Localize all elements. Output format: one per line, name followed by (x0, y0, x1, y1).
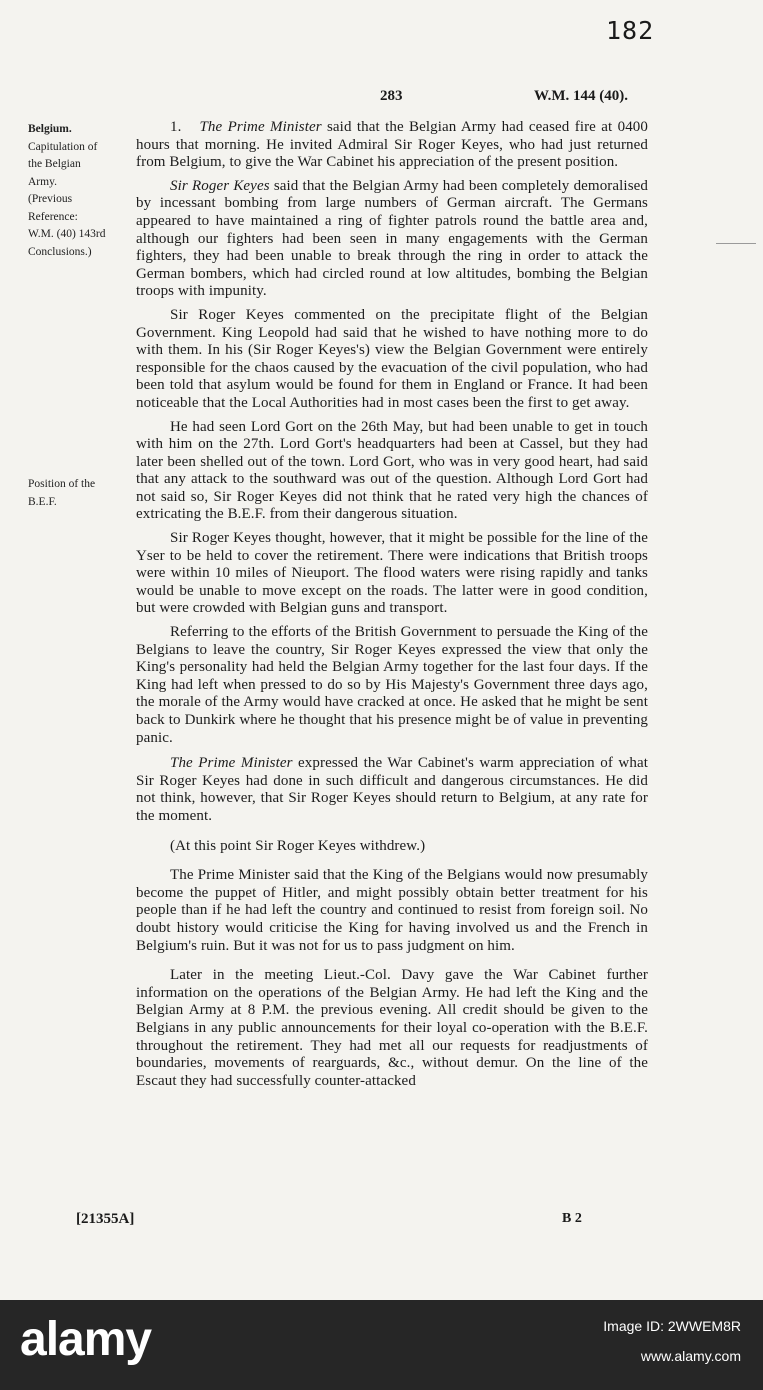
page-number: 283 (380, 88, 403, 104)
margin-note-line: Reference: (28, 210, 78, 223)
watermark-image-id: Image ID: 2WWEM8R (603, 1318, 741, 1334)
paragraph (136, 119, 648, 172)
speaker: The Prime Minister (199, 119, 322, 135)
document-reference: W.M. 144 (40). (534, 88, 629, 104)
paragraph: (At this point Sir Roger Keyes withdrew.) (170, 837, 426, 854)
paragraph: Later in the meeting Lieut.-Col. Davy gave the War Cabinet further information on the operations of the Belgian Army. He had left the King and the Belgian Army at 8 P.M. the previous evening. All credit should be given to the Belgians in any public announcements for their loyal co-operation with the B.E.F. throughout the retirement. They had met all our requests for readjustments of boundaries, movements of rearguards, &c., without demur. On the line of the Escaut they had successfully counter-attacked (136, 967, 648, 1089)
margin-note-line: W.M. (40) 143rd (28, 228, 106, 240)
paragraph-text: expressed the War Cabinet's warm appreciation of what Sir Roger Keyes had done in such difficult and dangerous circumstances. He did not think, however, that Sir Roger Keyes should return to Belgium, at any rate for the moment. (136, 755, 648, 824)
margin-note-line: the Belgian (28, 158, 81, 170)
margin-note-line: Position of the (28, 478, 96, 490)
margin-note-line: Army. (28, 175, 57, 188)
margin-note-line: Conclusions.) (28, 245, 92, 258)
paragraph: Sir Roger Keyes thought, however, that it might be possible for the line of the Yser to be held to cover the retirement. There were indications that British troops were within 10 miles of Nieuport. The flood waters were rising rapidly and tanks would be unable to move except on the roads. The latter were in good condition, but were crowded with Belgian guns and transport. (136, 530, 648, 617)
margin-note-line: (Previous (28, 193, 73, 205)
paragraph (136, 178, 648, 301)
watermark-bar (0, 1300, 763, 1390)
paragraph-text: said that the Belgian Army had been completely demoralised by incessant bombing from large numbers of German aircraft. The Germans appeared to have maintained a ring of fighter patrols round the battle area and, although our fighters had been seen in many engagements with the German fighters, they had been unable to break through the ring in order to attack the German bombers, which had circled round at low altitudes, bombing the Belgian troops with impunity. (136, 177, 648, 300)
item-number: 1. (170, 119, 182, 135)
paragraph: Referring to the efforts of the British Government to persuade the King of the Belgians to leave the country, Sir Roger Keyes expressed the view that only the King's personality had held the Belgian Army together for the last four days. If the King had left when pressed to do so by His Majesty's Government three days ago, the morale of the Army would have cracked at once. He asked that he might be sent back to Dunkirk where he thought that his presence might be of value in preventing panic. (136, 624, 648, 746)
watermark-url: www.alamy.com (640, 1348, 741, 1364)
footer-signature: B 2 (562, 1211, 582, 1226)
watermark-logo: alamy (20, 1313, 152, 1366)
document-body (136, 119, 648, 1096)
margin-mark (716, 243, 756, 244)
margin-note-bef (28, 476, 136, 511)
paragraph-text: said that the Belgian Army had ceased fire at 0400 hours that morning. He invited Admiral Sir Roger Keyes, who had just returned from Belgium, to give the War Cabinet his appreciation of the present position. (136, 119, 648, 171)
speaker: Sir Roger Keyes (170, 177, 270, 194)
paragraph: The Prime Minister said that the King of the Belgians would now presumably become the puppet of Hitler, and might possibly obtain better treatment for his people than if he had left the country and continued to resist from foreign soil. No doubt history would criticise the King for having involved us and the French in Belgium's ruin. But it was not for us to pass judgment on him. (136, 867, 648, 954)
paragraph: He had seen Lord Gort on the 26th May, but had been unable to get in touch with him on the 27th. Lord Gort's headquarters had been at Cassel, but they had later been shelled out of the town. Lord Gort, who was in very good heart, had said that any attack to the southward was out of the question. Although Lord Gort had not said so, Sir Roger Keyes did not think that he rated very high the chances of extricating the B.E.F. from their dangerous situation. (136, 418, 648, 523)
paragraph: Sir Roger Keyes commented on the precipitate flight of the Belgian Government. King Leopold had said that he wished to have nothing more to do with them. In his (Sir Roger Keyes's) view the Belgian Government were entirely responsible for the chaos caused by the evacuation of the civil population, who had been told that asylum would be found for them in England or France. It had been noticeable that the Local Authorities had in most cases been the first to get away. (136, 306, 648, 411)
margin-note-title: Belgium. (28, 123, 72, 135)
paragraph (136, 755, 648, 825)
margin-note-belgium (28, 121, 136, 261)
footer-code: [21355A] (76, 1211, 135, 1227)
speaker: The Prime Minister (170, 755, 293, 772)
margin-note-line: Capitulation of (28, 140, 98, 153)
margin-note-line: B.E.F. (28, 495, 57, 508)
handwritten-page-number: 182 (606, 16, 655, 45)
